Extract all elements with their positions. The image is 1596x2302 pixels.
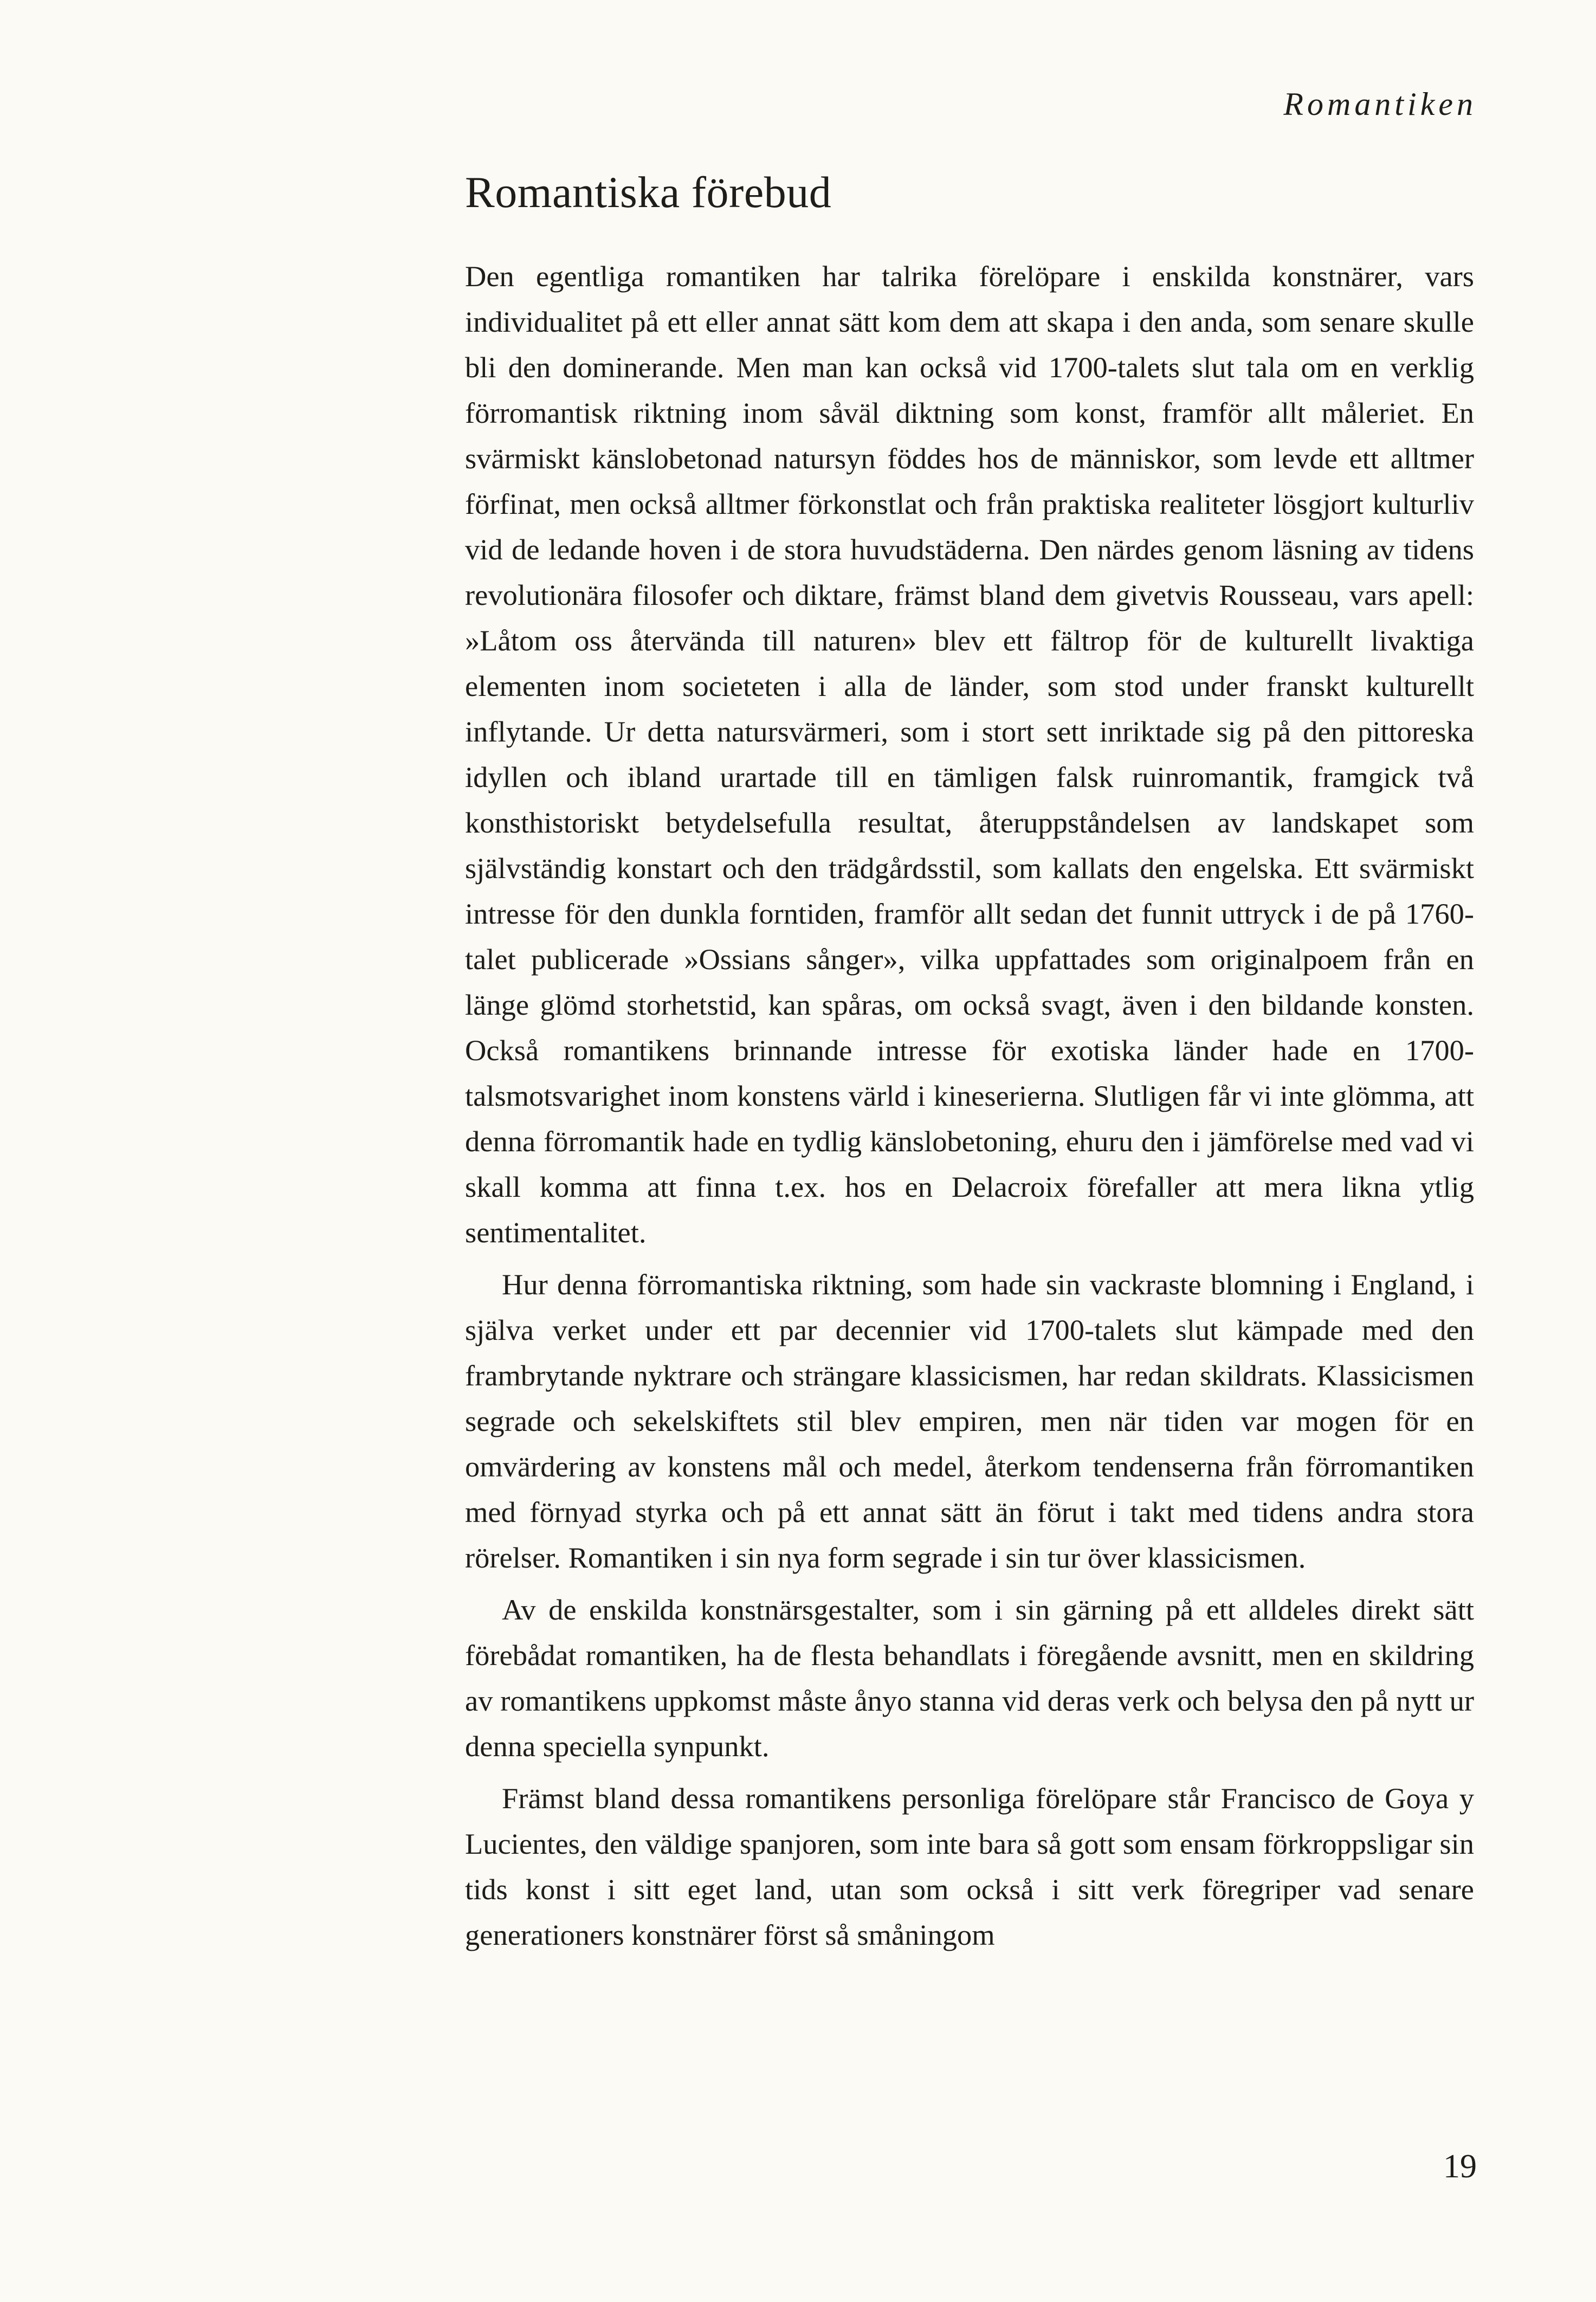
body-text [465,254,1474,1964]
paragraph: Främst bland dessa romantikens personliga förelöpare står Francisco de Goya y Lucientes, den väldige spanjoren, som inte bara så gott som ensam förkroppsligar sin tids konst i sitt eget land, utan som också i sitt verk föregriper vad senare generationers konstnärer först så småningom [465,1782,1474,1951]
page-number: 19 [1443,2148,1477,2185]
chapter-title: Romantiska förebud [465,167,832,217]
paragraph: Av de enskilda konstnärsgestalter, som i sin gärning på ett alldeles direkt sätt förebådat romantiken, ha de flesta behandlats i föregående avsnitt, men en skildring av romantikens uppkomst måste ånyo stanna vid deras verk och belysa den på nytt ur denna speciella synpunkt. [465,1593,1474,1763]
paragraph: Den egentliga romantiken har talrika förelöpare i enskilda konstnärer, vars individualitet på ett eller annat sätt kom dem att skapa i den anda, som senare skulle bli den dominerande. Men man kan också vid 1700-talets slut tala om en verklig förromantisk riktning inom såväl diktning som konst, framför allt måleriet. En svärmiskt känslobetonad natursyn föddes hos de människor, som levde ett alltmer förfinat, men också alltmer förkonstlat och från praktiska realiteter lösgjort kulturliv vid de ledande hoven i de stora huvudstäderna. Den närdes genom läsning av tidens revolutionära filosofer och diktare, främst bland dem givetvis Rousseau, vars apell: »Låtom oss återvända till naturen» blev ett fältrop för de kulturellt livaktiga elementen inom societeten i alla de länder, som stod under franskt kulturellt inflytande. Ur detta natursvärmeri, som i stort sett inriktade sig på den pittoreska idyllen och ibland urartade till en tämligen falsk ruinromantik, framgick två konsthistoriskt betydelsefulla resultat, återuppståndelsen av landskapet som självständig konstart och den trädgårdsstil, som kallats den engelska. Ett svärmiskt intresse för den dunkla forntiden, framför allt sedan det funnit uttryck i de på 1760-talet publicerade »Ossians sånger», vilka uppfattades som originalpoem från en länge glömd storhetstid, kan spåras, om också svagt, även i den bildande konsten. Också romantikens brinnande intresse för exotiska länder hade en 1700-talsmotsvarighet inom konstens värld i kineserierna. Slutligen får vi inte glömma, att denna förromantik hade en tydlig känslobetoning, ehuru den i jämförelse med vad vi skall komma att finna t.ex. hos en Delacroix förefaller att mera likna ytlig sentimentalitet. [465,260,1474,1249]
paragraph: Hur denna förromantiska riktning, som hade sin vackraste blomning i England, i själva verket under ett par decennier vid 1700-talets slut kämpade med den frambrytande nyktrare och strängare klassicismen, har redan skildrats. Klassicismen segrade och sekelskiftets stil blev empiren, men när tiden var mogen för en omvärdering av konstens mål och medel, återkom tendenserna från förromantiken med förnyad styrka och på ett annat sätt än förut i takt med tidens andra stora rörelser. Romantiken i sin nya form segrade i sin tur över klassicismen. [465,1268,1474,1574]
running-head: Romantiken [1283,86,1477,122]
